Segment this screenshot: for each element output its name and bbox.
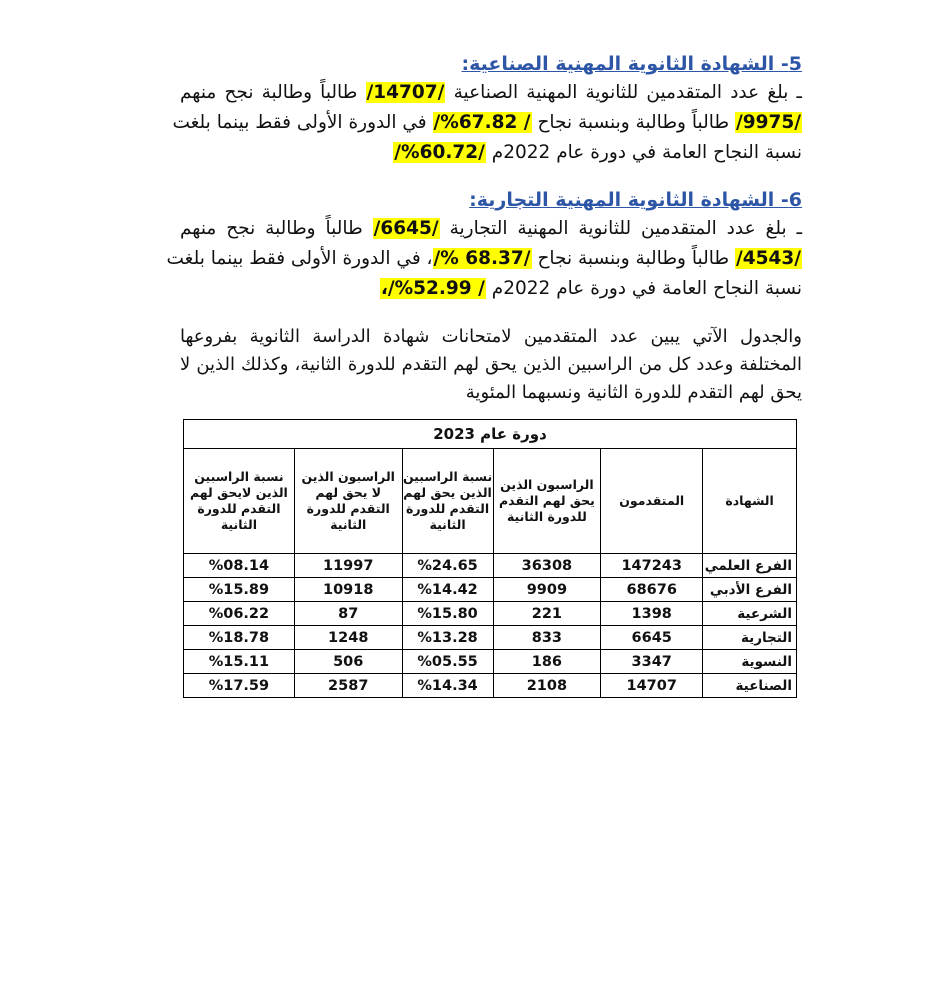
highlighted-value: /9975/ [735,112,801,133]
table-cell: 9909 [493,578,601,602]
table-row [184,626,797,650]
table-header-row [184,449,797,554]
paragraph-line: نسبة النجاح العامة في دورة عام 2022م / 52.99%/، [380,278,802,299]
table-cell: 14707 [601,674,703,698]
highlighted-value: / 52.99%/، [380,278,485,299]
table-cell: 36308 [493,554,601,578]
highlighted-value: / 67.82%/ [433,112,531,133]
table-cell: 833 [493,626,601,650]
table-cell: %06.22 [184,602,295,626]
column-header: الراسبون الذين يحق لهم التقدم للدورة الثانية [493,449,601,554]
table-cell: %14.34 [402,674,493,698]
table-cell: 506 [294,650,402,674]
table-cell: 3347 [601,650,703,674]
table-row [184,674,797,698]
table-row [184,650,797,674]
table-cell: 1398 [601,602,703,626]
table-cell: الفرع العلمي [703,554,797,578]
table-cell: الشرعية [703,602,797,626]
column-header: نسبة الراسبين الذين يحق لهم التقدم للدورة الثانية [402,449,493,554]
table-cell: 221 [493,602,601,626]
table-cell: %14.42 [402,578,493,602]
paragraph-line: /4543/ طالباً وطالبة وبنسبة نجاح /68.37 %/، في الدورة الأولى فقط بينما بلغت [166,248,801,269]
table-row [184,602,797,626]
paragraph-line: ـ بلغ عدد المتقدمين للثانوية المهنية التجارية /6645/ طالباً وطالبة نجح منهم [180,218,802,239]
table-cell: 10918 [294,578,402,602]
section-heading: 5- الشهادة الثانوية المهنية الصناعية: [461,53,802,75]
table-cell: 68676 [601,578,703,602]
section-commercial [166,186,802,304]
table-cell: %05.55 [402,650,493,674]
table-cell: %18.78 [184,626,295,650]
column-header: الراسبون الذين لا يحق لهم التقدم للدورة الثانية [294,449,402,554]
table-cell: الفرع الأدبي [703,578,797,602]
table-caption-row [184,420,797,449]
column-header: المتقدمون [601,449,703,554]
column-header: نسبة الراسبين الذين لايحق لهم التقدم للدورة الثانية [184,449,295,554]
table-cell: %24.65 [402,554,493,578]
table-cell: %15.80 [402,602,493,626]
table-cell: 2587 [294,674,402,698]
table-cell: 186 [493,650,601,674]
highlighted-value: /4543/ [735,248,801,269]
table-cell: %15.89 [184,578,295,602]
table-cell: 147243 [601,554,703,578]
table-cell: 1248 [294,626,402,650]
paragraph-line: ـ بلغ عدد المتقدمين للثانوية المهنية الصناعية /14707/ طالباً وطالبة نجح منهم [180,82,802,103]
paragraph-line: نسبة النجاح العامة في دورة عام 2022م /60.72%/ [394,142,802,163]
column-header: الشهادة [703,449,797,554]
table-cell: %08.14 [184,554,295,578]
table-cell: التجارية [703,626,797,650]
highlighted-value: /60.72%/ [394,142,485,163]
table-row [184,554,797,578]
table-cell: النسوية [703,650,797,674]
paragraph-line: يحق لهم التقدم للدورة الثانية ونسبهما المئوية [465,382,802,403]
highlighted-value: /6645/ [373,218,439,239]
highlighted-value: /14707/ [366,82,445,103]
section-heading: 6- الشهادة الثانوية المهنية التجارية: [469,189,802,211]
exam-results-table [183,419,797,698]
table-cell: 11997 [294,554,402,578]
table-intro [180,323,802,407]
table-cell: %13.28 [402,626,493,650]
table-cell: 2108 [493,674,601,698]
paragraph-line: والجدول الآتي يبين عدد المتقدمين لامتحانات شهادة الدراسة الثانوية بفروعها [180,326,802,347]
table-cell: %15.11 [184,650,295,674]
highlighted-value: /68.37 %/ [433,248,531,269]
table-cell: الصناعية [703,674,797,698]
section-industrial [172,50,802,168]
table-row [184,578,797,602]
table-cell: %17.59 [184,674,295,698]
table-cell: 87 [294,602,402,626]
paragraph-line: المختلفة وعدد كل من الراسبين الذين يحق لهم التقدم للدورة الثانية، وكذلك الذين لا [180,354,802,375]
paragraph-line: /9975/ طالباً وطالبة وبنسبة نجاح / 67.82%/ في الدورة الأولى فقط بينما بلغت [172,112,801,133]
table-cell: 6645 [601,626,703,650]
table-caption: دورة عام 2023 [184,420,797,449]
